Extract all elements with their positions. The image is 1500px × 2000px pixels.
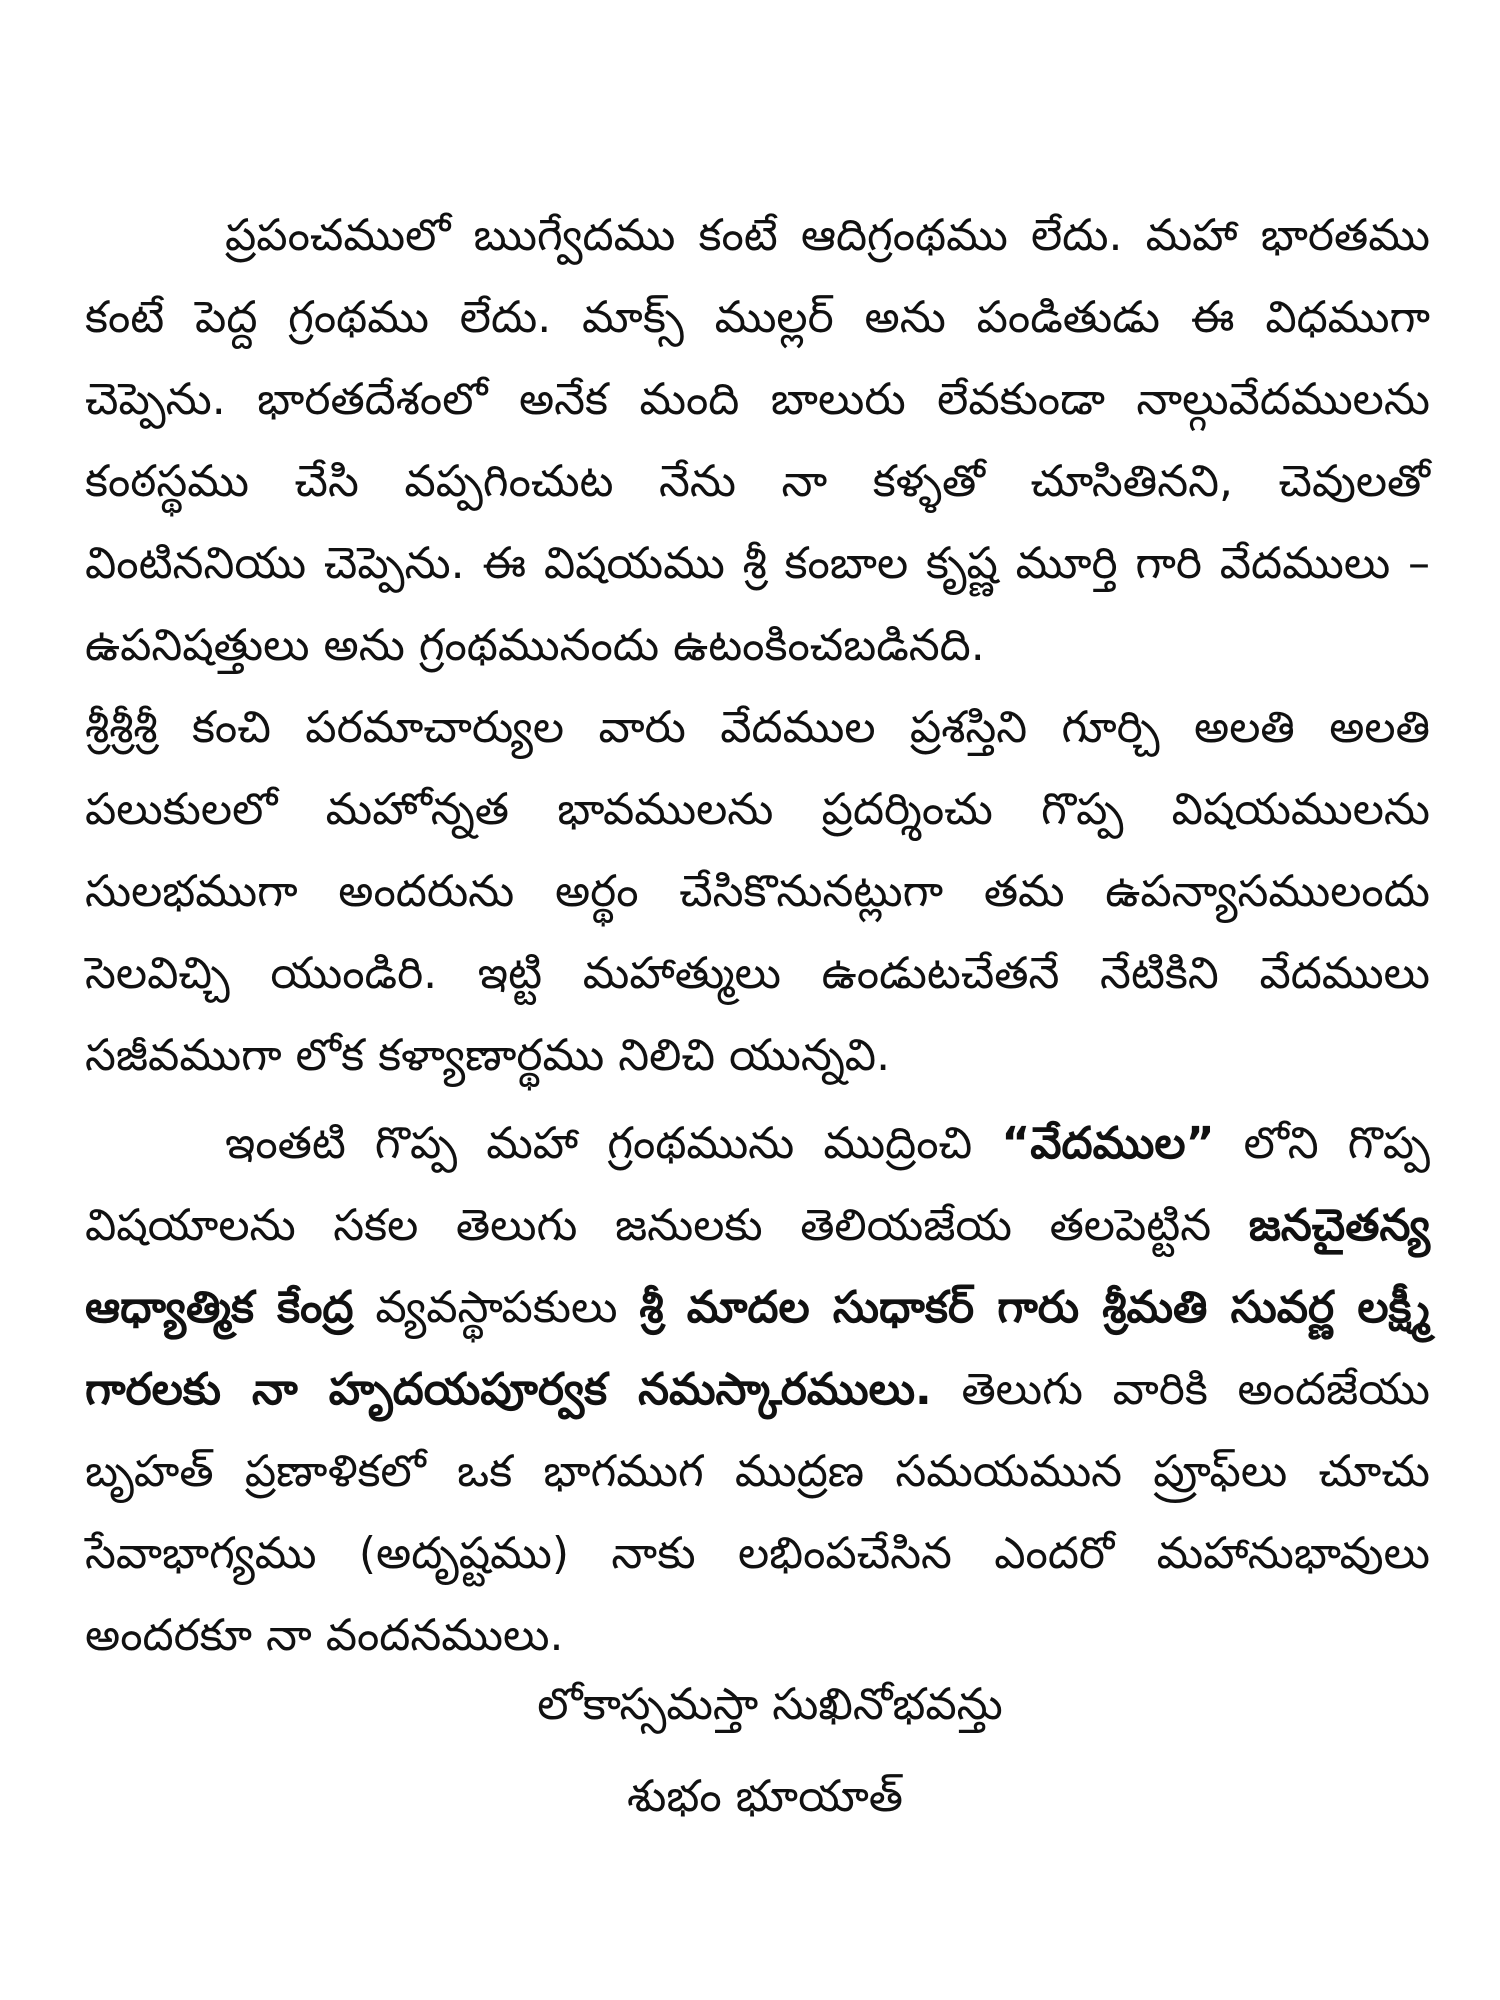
paragraph-kanchi-paramacharya: శ్రీశ్రీశ్రీ కంచి పరమాచార్యుల వారు వేదముల ప్రశస్తిని గూర్చి అలతి అలతి పలుకులలో మహోన్నత భావములను ప్రదర్శించు గొప్ప విషయములను సులభముగా అందరును అర్థం చేసికొనునట్లుగా తమ ఉపన్యాసములందు సెలవిచ్చి యుండిరి. ఇట్టి మహాత్ములు ఉండుటచేతనే నేటికిని వేదములు సజీవముగా లోక కళ్యాణార్థము నిలిచి యున్నవి. — [85, 702, 1430, 1081]
founders-greeting: శ్రీ మాదల సుధాకర్ గారు శ్రీమతి సువర్ణ లక్ష్మీ గారలకు నా హృదయపూర్వక నమస్కారములు. — [85, 1282, 1430, 1415]
organization-name: జనచైతన్య ఆధ్యాత్మిక కేంద్ర — [85, 1200, 1430, 1333]
ack-text-2: లోని గొప్ప విషయాలను సకల తెలుగు జనులకు తెలియజేయ తలపెట్టిన — [85, 1118, 1430, 1251]
ack-text-4: తెలుగు వారికి అందజేయు బృహత్ ప్రణాళికలో ఒక భాగముగ ముద్రణ సమయమున ప్రూఫ్‌లు చూచు సేవాభాగ్యము (అదృష్టము) నాకు లభింపచేసిన ఎందరో మహానుభావులు అందరకూ నా వందనములు. — [85, 1364, 1430, 1661]
ack-text-1: ఇంతటి గొప్ప మహా గ్రంథమును ముద్రించి — [225, 1118, 1002, 1169]
closing-shubham: శుభం భూయాత్ — [626, 1771, 904, 1822]
paragraph-acknowledgement — [85, 1103, 1430, 1677]
document-body — [85, 195, 1430, 1677]
ack-text-3: వ్యవస్థాపకులు — [353, 1282, 640, 1333]
paragraph-rigveda: ప్రపంచములో ఋగ్వేదము కంటే ఆదిగ్రంథము లేదు. మహా భారతము కంటే పెద్ద గ్రంథము లేదు. మాక్స్ ముల్లర్ అను పండితుడు ఈ విధముగా చెప్పెను. భారతదేశంలో అనేక మంది బాలురు లేవకుండా నాల్గువేదములను కంఠస్థము చేసి వప్పగించుట నేను నా కళ్ళతో చూసితినని, చెవులతో వింటిననియు చెప్పెను. ఈ విషయము శ్రీ కంబాల కృష్ణ మూర్తి గారి వేదములు – ఉపనిషత్తులు అను గ్రంథమునందు ఉటంకించబడినది. — [85, 210, 1430, 671]
closing-blessing: లోకాస్సమస్తా సుఖినోభవన్తు — [537, 1679, 1003, 1730]
vedamula-title: “వేదముల” — [1001, 1118, 1215, 1169]
